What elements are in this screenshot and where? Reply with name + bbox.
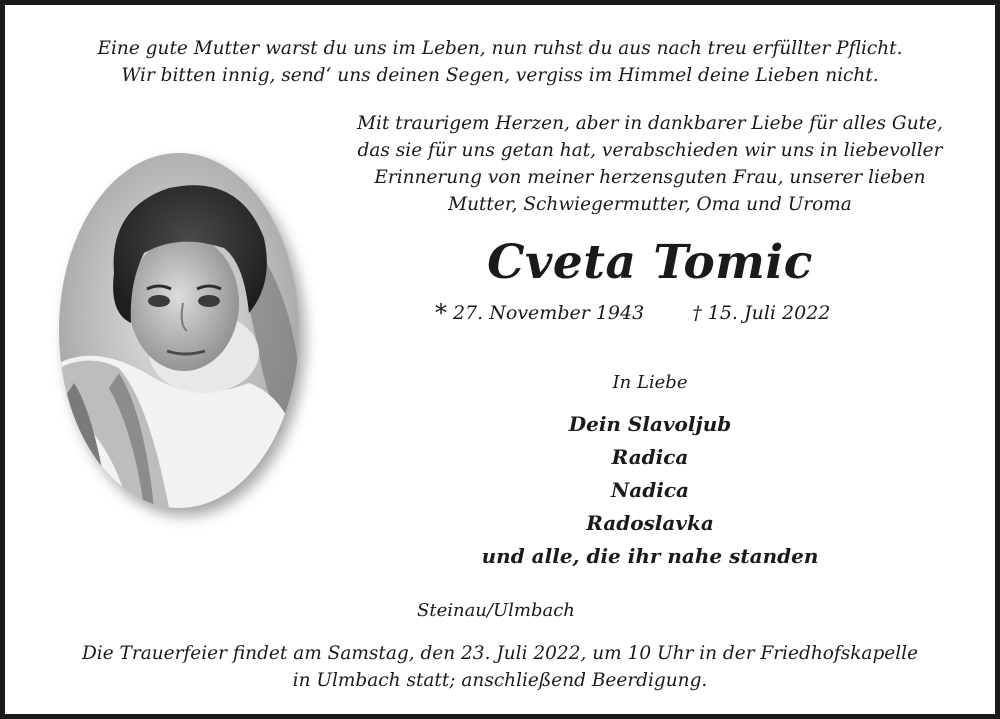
birth-symbol: * bbox=[435, 299, 447, 327]
intro-line-2: das sie für uns getan hat, verabschieden wir uns in liebevoller bbox=[357, 140, 943, 161]
intro-line-4: Mutter, Schwiegermutter, Oma und Uroma bbox=[448, 194, 852, 215]
mourner-name-3: Nadica bbox=[611, 478, 689, 502]
death-date: † 15. Juli 2022 bbox=[692, 302, 831, 324]
birth-date: 27. November 1943 bbox=[453, 302, 645, 324]
mourner-name-4: Radoslavka bbox=[586, 511, 714, 535]
intro-line-3: Erinnerung von meiner herzensguten Frau, unserer lieben bbox=[374, 167, 926, 188]
mourners-intro: In Liebe bbox=[612, 372, 688, 393]
mourner-name-5: und alle, die ihr nahe standen bbox=[481, 544, 819, 568]
verse-line-2: Wir bitten innig, send‘ uns deinen Segen, vergiss im Himmel deine Lieben nicht. bbox=[121, 65, 879, 86]
mourner-name-1: Dein Slavoljub bbox=[568, 412, 732, 436]
location: Steinau/Ulmbach bbox=[417, 600, 575, 621]
intro-line-1: Mit traurigem Herzen, aber in dankbarer Liebe für alles Gute, bbox=[357, 113, 943, 134]
deceased-name: Cveta Tomic bbox=[487, 235, 813, 290]
service-line-2: in Ulmbach statt; anschließend Beerdigung. bbox=[292, 670, 708, 691]
portrait-photo bbox=[59, 153, 299, 508]
life-dates bbox=[435, 301, 830, 325]
mourner-name-2: Radica bbox=[611, 445, 689, 469]
portrait-image bbox=[59, 153, 299, 508]
service-line-1: Die Trauerfeier findet am Samstag, den 23. Juli 2022, um 10 Uhr in der Friedhofskapelle bbox=[81, 643, 919, 664]
verse-line-1: Eine gute Mutter warst du uns im Leben, nun ruhst du aus nach treu erfüllter Pflicht. bbox=[97, 38, 903, 59]
